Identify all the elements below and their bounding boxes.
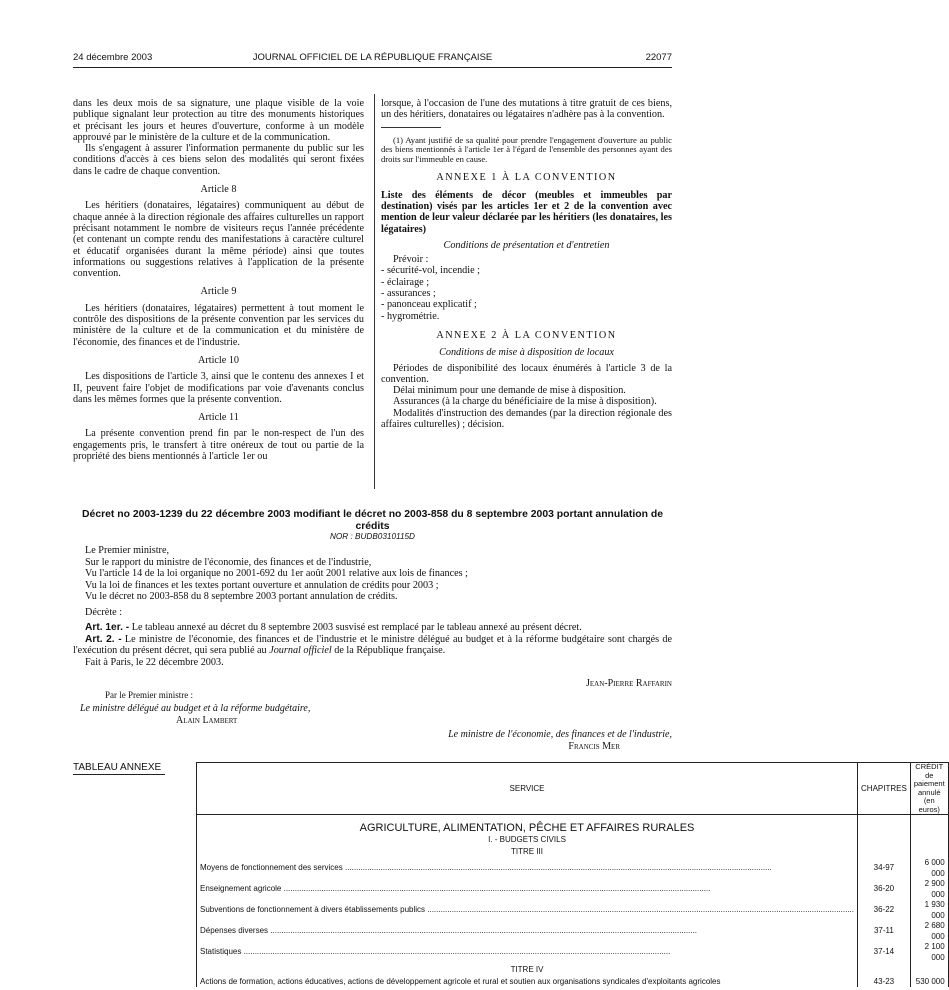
list-item: - panonceau explicatif ; [381, 299, 477, 311]
tableau-annexe-label: TABLEAU ANNEXE [73, 762, 165, 775]
row-chapitre: 43-23 [858, 977, 911, 987]
article-1-label: Art. 1er. - [85, 622, 130, 633]
row-service: Subventions de fonctionnement à divers établissements publics ..... [200, 905, 854, 916]
footnote: (1) Ayant justifié de sa qualité pour prendre l'engagement d'ouverture au public des biens mentionnés à l'article 1er à l'égard de l'ensemble des personnes ayant des droits sur l'immeuble en cause. [381, 134, 672, 164]
visa-line: Vu l'article 14 de la loi organique no 2001-692 du 1er août 2001 relative aux lois de finances ; [85, 568, 468, 579]
table-row [197, 858, 949, 879]
list-item: - hygrométrie. [381, 310, 440, 322]
left-paragraph: La présente convention prend fin par le non-respect de l'un des engagements pris, le transfert à titre onéreux de tout ou partie de la propriété des biens mentionnés à l'article 1er ou [73, 428, 364, 463]
table-row [197, 977, 949, 987]
list-item: - assurances ; [381, 288, 436, 300]
list-item: - éclairage ; [381, 276, 430, 288]
article-2-text: Le ministre de l'économie, des finances et de l'industrie et le ministre délégué au budget et à la réforme budgétaire sont chargés de l'exécution du présent décret, qui sera publié au [73, 633, 672, 656]
left-paragraph: dans les deux mois de sa signature, une plaque visible de la voie publique signalant leur protection au titre des monuments historiques et précisant les jours et heures d'ouverture, conforme à un modèle approuvé par le ministère de la culture et de la communication. [73, 98, 364, 143]
journal-officiel-ref: Journal officiel [269, 645, 332, 656]
right-paragraph: Assurances (à la charge du bénéficiaire de la mise à disposition). [393, 396, 657, 408]
row-credit: 6 000 000 [910, 858, 948, 879]
header-journal-title: JOURNAL OFFICIEL DE LA RÉPUBLIQUE FRANÇAISE [252, 52, 493, 63]
signature-mer: Francis Mer [568, 741, 620, 752]
row-chapitre: 37-14 [858, 942, 911, 963]
prevoir-label: Prévoir : [393, 254, 429, 266]
right-paragraph: Périodes de disponibilité des locaux énumérés à l'article 3 de la convention. [381, 362, 672, 385]
row-credit: 2 100 000 [910, 942, 948, 963]
titre-4-heading: TITRE IV [197, 963, 858, 977]
row-credit: 1 930 000 [910, 900, 948, 921]
row-service: Actions de formation, actions éducatives, actions de développement agricole et rural et soutien aux organisations syndicales d'exploitants agricoles [197, 977, 858, 987]
row-credit: 2 900 000 [910, 879, 948, 900]
row-service: Moyens de fonctionnement des services ..... [200, 863, 854, 874]
footnote-rule [381, 127, 441, 128]
table-row [197, 942, 949, 963]
row-credit: 530 000 [910, 977, 948, 987]
fait-a-paris: Fait à Paris, le 22 décembre 2003. [85, 656, 224, 668]
ministry-heading: AGRICULTURE, ALIMENTATION, PÊCHE ET AFFAIRES RURALES [197, 823, 858, 834]
left-paragraph: Les héritiers (donataires, légataires) communiquent au début de chaque année à la direction régionale des affaires culturelles un rapport précisant notamment le nombre de visiteurs reçus l'année précédente (et contenant un compte rendu des manifestations à caractère culturel et éducatif organisées durant la même période) ainsi que toutes informations ou suggestions relatives à l'application de la présente convention. [73, 200, 364, 280]
row-chapitre: 34-97 [858, 858, 911, 879]
annex-2-subheading: Conditions de mise à disposition de locaux [439, 347, 614, 359]
article-heading: Article 9 [200, 286, 237, 298]
decree-nor: NOR : BUDB0310115D [330, 532, 415, 541]
decree-title: Décret no 2003-1239 du 22 décembre 2003 modifiant le décret no 2003-858 du 8 septembre 2003 portant annulation de crédits [82, 509, 663, 532]
row-service: Statistiques ..... [200, 947, 854, 958]
left-column [73, 98, 364, 462]
ministre-economie: Le ministre de l'économie, des finances et de l'industrie, [448, 729, 672, 740]
header-credit: CRÉDIT de paiement annulé (en euros) [910, 763, 948, 815]
signature-lambert: Alain Lambert [176, 715, 238, 726]
visa-line: Sur le rapport du ministre de l'économie, des finances et de l'industrie, [85, 556, 372, 568]
article-2-text-end: de la République française. [334, 645, 446, 656]
visa-line: Vu le décret no 2003-858 du 8 septembre 2003 portant annulation de crédits. [85, 591, 398, 602]
list-item: - sécurité-vol, incendie ; [381, 265, 481, 277]
article-1-text: Le tableau annexé au décret du 8 septembre 2003 susvisé est remplacé par le tableau annexé au présent décret. [131, 622, 582, 633]
visa-line: Le Premier ministre, [85, 545, 170, 556]
header-rule [73, 67, 672, 68]
header-page-number: 22077 [645, 52, 672, 63]
annex-1-subheading: Conditions de présentation et d'entretien [443, 239, 610, 251]
table-row [197, 900, 949, 921]
article-heading: Article 11 [198, 412, 239, 424]
row-chapitre: 36-22 [858, 900, 911, 921]
table-row [197, 879, 949, 900]
budget-heading: I. - BUDGETS CIVILS [197, 834, 858, 846]
signature-raffarin: Jean-Pierre Raffarin [586, 678, 672, 689]
header-service: SERVICE [197, 763, 858, 815]
article-2-label: Art. 2. - [85, 633, 122, 645]
article-1 [73, 622, 672, 634]
annex-1-heading: Liste des éléments de décor (meubles et immeubles par destination) visés par les articles 1er et 2 de la convention avec mention de leur valeur déclarée par les héritiers (les donataires, les légataires) [381, 189, 672, 235]
decree-body [73, 545, 672, 668]
page-header [73, 52, 672, 66]
annex-2-title: ANNEXE 2 À LA CONVENTION [436, 329, 617, 341]
par-premier-ministre: Par le Premier ministre : [105, 690, 193, 700]
column-divider [374, 94, 375, 489]
left-paragraph: Les héritiers (donataires, légataires) permettent à tout moment le contrôle des dispositions de la présente convention par les services du ministère de la culture et de la communication et du ministère de l'économie, des finances et de l'industrie. [73, 302, 364, 348]
ministre-delegue: Le ministre délégué au budget et à la réforme budgétaire, [80, 703, 311, 714]
credits-table [196, 762, 949, 987]
decrete-label: Décrète : [85, 606, 123, 618]
article-heading: Article 8 [200, 184, 237, 196]
row-chapitre: 37-11 [858, 921, 911, 942]
right-paragraph: lorsque, à l'occasion de l'une des mutations à titre gratuit de ces biens, un des héritiers, donataires ou légataires n'adhère pas à la convention. [381, 98, 672, 121]
row-credit: 2 680 000 [910, 921, 948, 942]
right-paragraph: Modalités d'instruction des demandes (par la direction régionale des affaires culturelles) ; décision. [381, 407, 672, 431]
right-column [381, 98, 672, 430]
left-paragraph: Les dispositions de l'article 3, ainsi que le contenu des annexes I et II, peuvent faire l'objet de modifications par voie d'avenants conclus dans les mêmes formes que la présente convention. [73, 371, 364, 405]
table-row [197, 921, 949, 942]
article-2 [73, 634, 672, 657]
header-date: 24 décembre 2003 [73, 52, 153, 63]
header-chapitres: CHAPITRES [858, 763, 911, 815]
article-heading: Article 10 [197, 354, 240, 366]
row-chapitre: 36-20 [858, 879, 911, 900]
row-service: Enseignement agricole ..... [200, 884, 854, 895]
left-paragraph: Ils s'engagent à assurer l'information permanente du public sur les conditions d'accès à ces biens selon des modalités qui seront fixées dans le cadre de chaque convention. [73, 143, 364, 177]
annex-1-title: ANNEXE 1 À LA CONVENTION [436, 172, 617, 184]
visa-line: Vu la loi de finances et les textes portant ouverture et annulation de crédits pour 2003 ; [85, 579, 439, 591]
titre-3-heading: TITRE III [197, 846, 858, 858]
row-service: Dépenses diverses ..... [200, 926, 854, 937]
right-paragraph: Délai minimum pour une demande de mise à disposition. [393, 385, 626, 397]
